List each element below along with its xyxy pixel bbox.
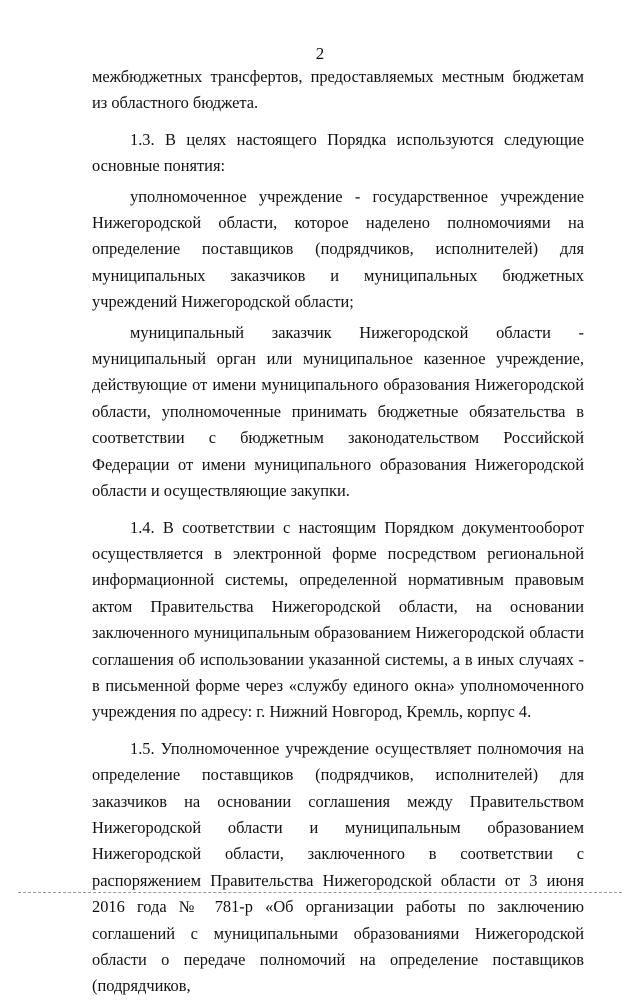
page-number: 2 bbox=[315, 44, 325, 63]
paragraph-1-4: 1.4. В соответствии с настоящим Порядком документооборот осуществляется в электронной форме посредством региональной информационной системы, определенной нормативным правовым актом Правительства Нижегородской области, на основании заключенного муниципальным образованием Нижегородской области соглашения об использовании указанной системы, а в иных случаях - в письменной форме через «службу единого окна» уполномоченного учреждения по адресу: г. Нижний Новгород, Кремль, корпус 4. bbox=[92, 517, 584, 722]
paragraph-definition-authorized-institution: уполномоченное учреждение - государственное учреждение Нижегородской области, которое наделено полномочиями на определение поставщиков (подрядчиков, исполнителей) для муниципальных заказчиков и муниципальных бюджетных учреждений Нижегородской области; bbox=[92, 186, 584, 312]
paragraph-definition-municipal-customer: муниципальный заказчик Нижегородской области - муниципальный орган или муниципальное казенное учреждение, действующие от имени муниципального образования Нижегородской области, уполномоченные принимать бюджетные обязательства в соответствии с бюджетным законодательством Российской Федерации от имени муниципального образования Нижегородской области и осуществляющие закупки. bbox=[92, 322, 584, 501]
paragraph-1-3: 1.3. В целях настоящего Порядка используются следующие основные понятия: bbox=[92, 129, 584, 176]
document-body bbox=[92, 64, 584, 1000]
paragraph-1-5: 1.5. Уполномоченное учреждение осуществляет полномочия на определение поставщиков (подрядчиков, исполнителей) для заказчиков на основании соглашения между Правительством Нижегородской области и муниципальным образованием Нижегородской области, заключенного в соответствии с распоряжением Правительства Нижегородской области от 3 июня 2016 года № 781-р «Об организации работы по заключению соглашений с муниципальными образованиями Нижегородской области о передаче полномочий на определение поставщиков (подрядчиков, bbox=[92, 738, 584, 996]
paragraph-continuation: межбюджетных трансфертов, предоставляемых местным бюджетам из областного бюджета. bbox=[92, 67, 584, 113]
scan-edge-divider bbox=[18, 892, 622, 893]
